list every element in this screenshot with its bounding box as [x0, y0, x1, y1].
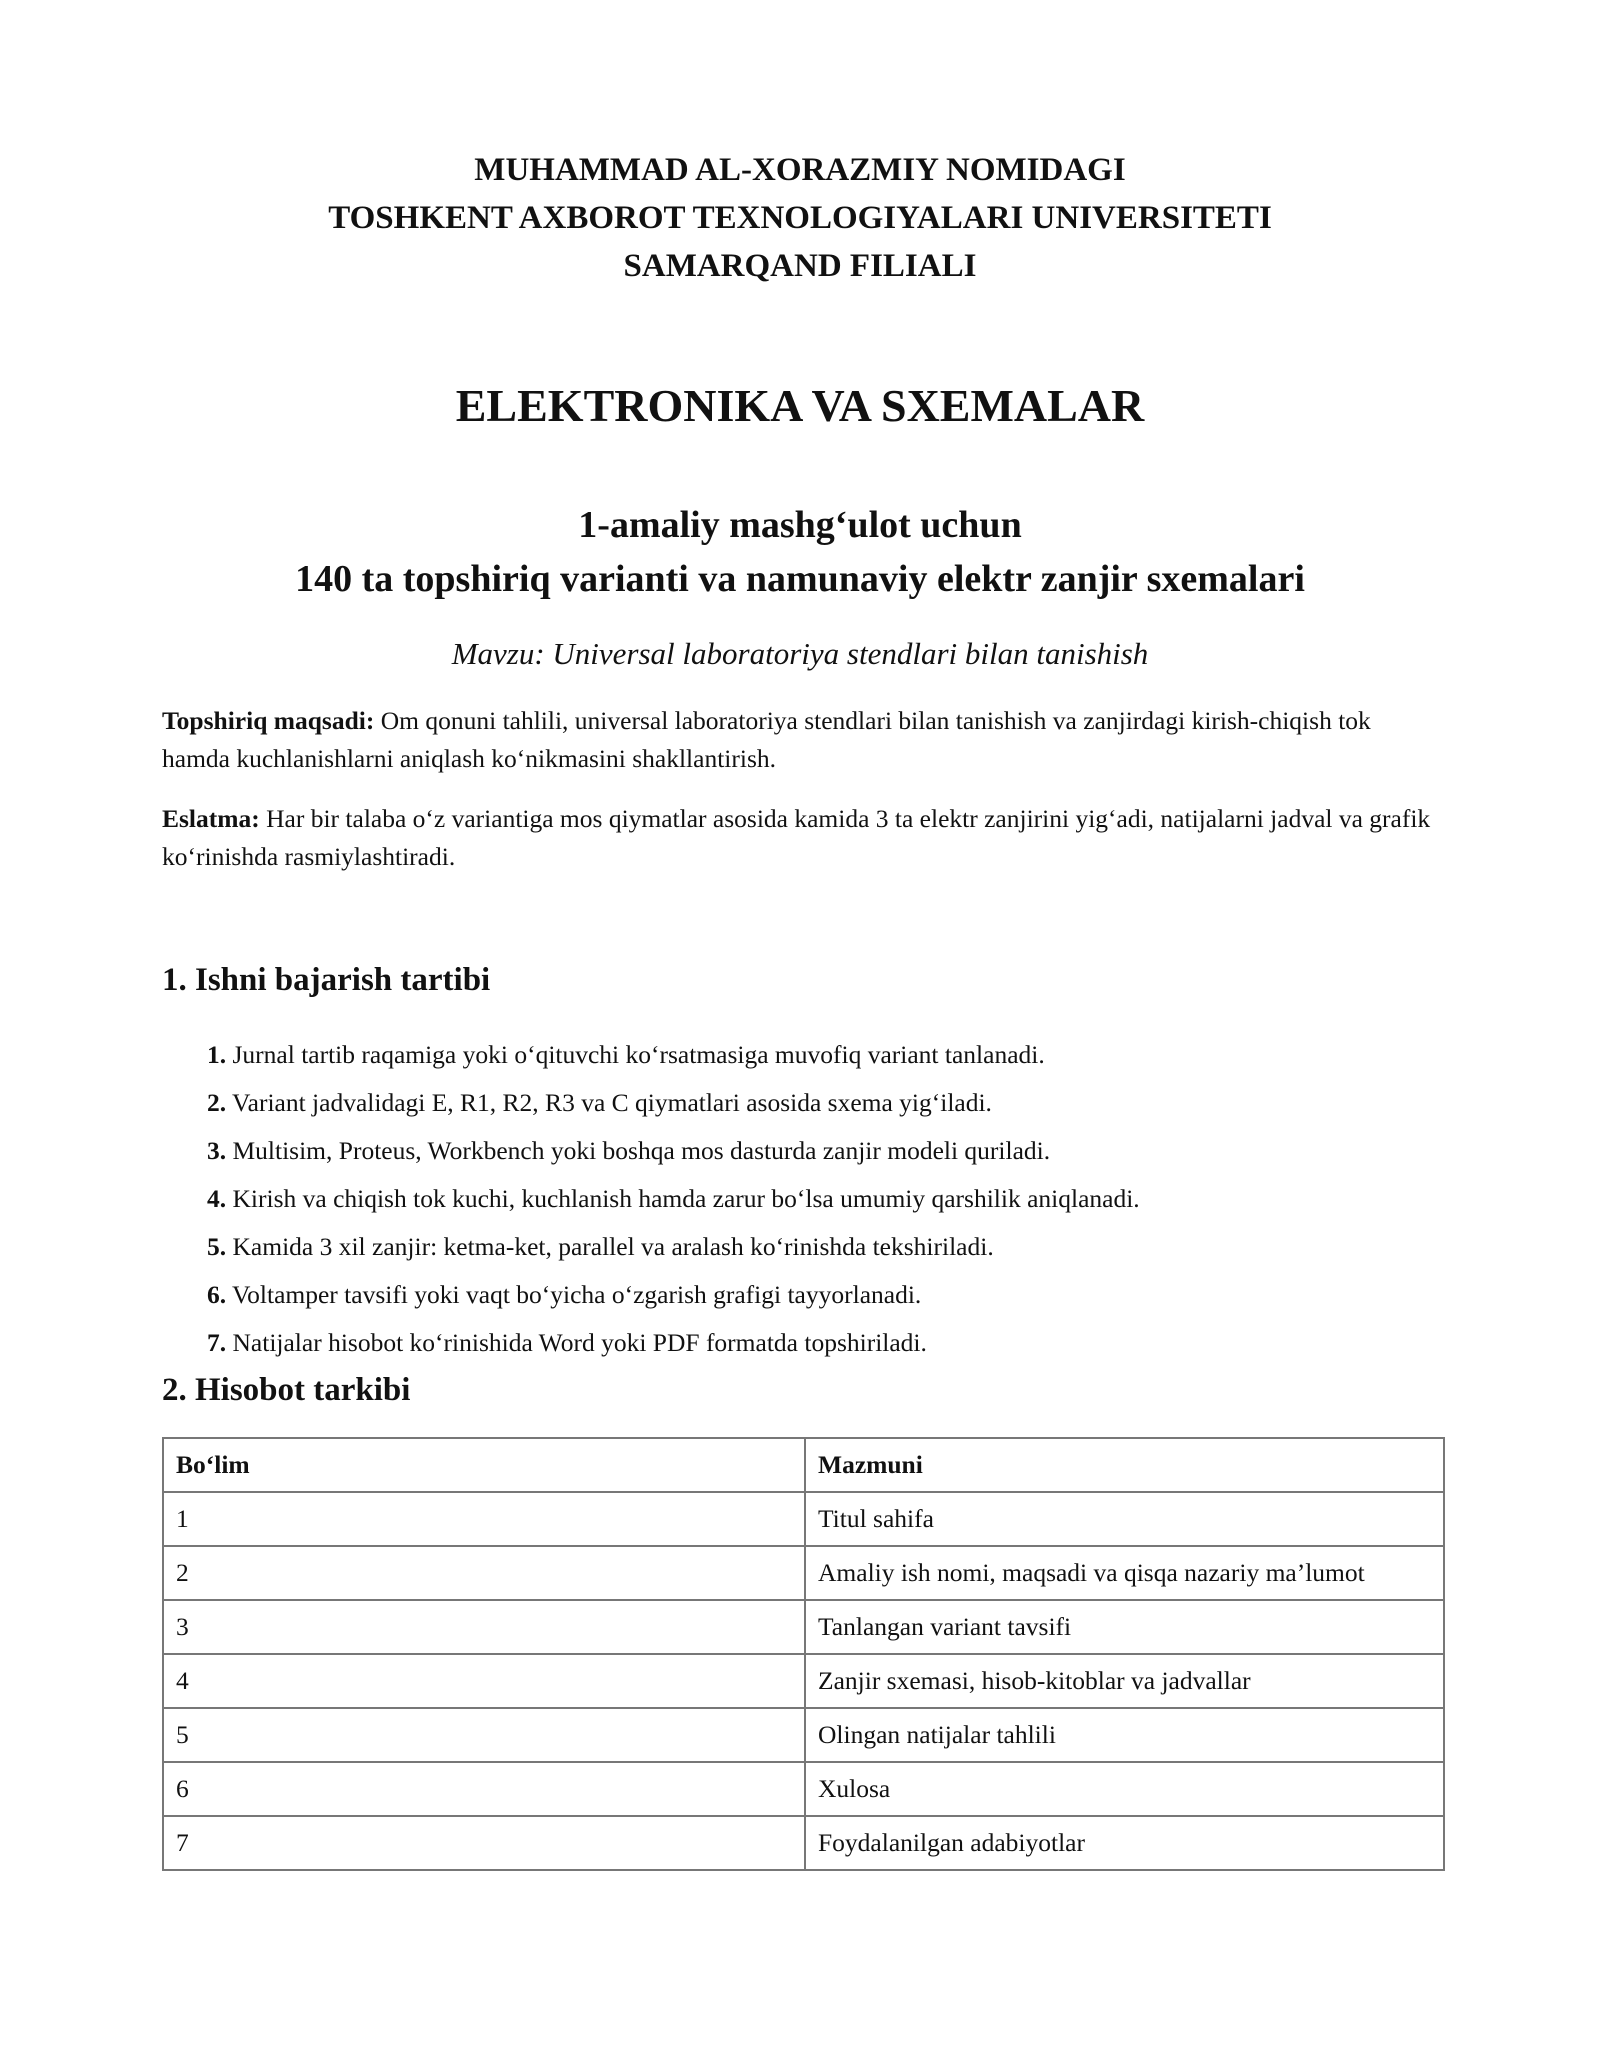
step-number: 6. [207, 1280, 227, 1309]
subtitle-line: 140 ta topshiriq varianti va namunaviy elektr zanjir sxemalari [295, 558, 1305, 600]
step-text: Jurnal tartib raqamiga yoki o‘qituvchi ko‘rsatmasiga muvofiq variant tanlanadi. [226, 1040, 1045, 1069]
table-cell-content: Tanlangan variant tavsifi [805, 1600, 1444, 1654]
table-cell-section: 7 [163, 1816, 805, 1870]
procedure-heading: 1. Ishni bajarish tartibi [162, 962, 491, 998]
table-cell-content: Xulosa [805, 1762, 1444, 1816]
list-item [207, 1175, 1437, 1223]
table-cell-content: Olingan natijalar tahlili [805, 1708, 1444, 1762]
table-row [163, 1600, 1444, 1654]
topic-line: Mavzu: Universal laboratoriya stendlari bilan tanishish [451, 636, 1149, 671]
document-subtitle [0, 498, 1600, 606]
table-row [163, 1762, 1444, 1816]
procedure-list [207, 1031, 1437, 1367]
institution-line: TOSHKENT AXBOROT TEXNOLOGIYALARI UNIVERSITETI [328, 200, 1272, 236]
table-row [163, 1654, 1444, 1708]
table-header-row [163, 1438, 1444, 1492]
step-number: 5. [207, 1232, 227, 1261]
table-cell-content: Amaliy ish nomi, maqsadi va qisqa nazariy ma’lumot [805, 1546, 1444, 1600]
table-cell-section: 1 [163, 1492, 805, 1546]
table-row [163, 1546, 1444, 1600]
step-text: Kamida 3 xil zanjir: ketma-ket, parallel va aralash ko‘rinishda tekshiriladi. [226, 1232, 994, 1261]
table-cell-content: Zanjir sxemasi, hisob-kitoblar va jadvallar [805, 1654, 1444, 1708]
step-number: 4. [207, 1184, 227, 1213]
step-number: 1. [207, 1040, 227, 1069]
step-text: Kirish va chiqish tok kuchi, kuchlanish hamda zarur bo‘lsa umumiy qarshilik aniqlanadi. [226, 1184, 1140, 1213]
subtitle-line: 1-amaliy mashg‘ulot uchun [578, 504, 1022, 546]
table-cell-section: 5 [163, 1708, 805, 1762]
table-row [163, 1816, 1444, 1870]
step-number: 2. [207, 1088, 227, 1117]
list-item [207, 1271, 1437, 1319]
note-text: Har bir talaba o‘z variantiga mos qiymatlar asosida kamida 3 ta elektr zanjirini yig‘adi, natijalarni jadval va grafik ko‘rinishda rasmiylashtiradi. [162, 804, 1431, 871]
institution-header [0, 146, 1600, 290]
table-cell-section: 3 [163, 1600, 805, 1654]
goal-label: Topshiriq maqsadi: [162, 706, 375, 735]
list-item [207, 1031, 1437, 1079]
list-item [207, 1127, 1437, 1175]
goal-paragraph [162, 702, 1442, 778]
table-row [163, 1492, 1444, 1546]
institution-line: SAMARQAND FILIALI [623, 248, 977, 284]
step-text: Multisim, Proteus, Workbench yoki boshqa mos dasturda zanjir modeli quriladi. [226, 1136, 1051, 1165]
table-cell-content: Titul sahifa [805, 1492, 1444, 1546]
step-number: 7. [207, 1328, 227, 1357]
table-cell-section: 2 [163, 1546, 805, 1600]
list-item [207, 1223, 1437, 1271]
table-cell-section: 4 [163, 1654, 805, 1708]
goal-text: Om qonuni tahlili, universal laboratoriya stendlari bilan tanishish va zanjirdagi kirish-chiqish tok hamda kuchlanishlarni aniqlash ko‘nikmasini shakllantirish. [162, 706, 1371, 773]
step-number: 3. [207, 1136, 227, 1165]
note-paragraph [162, 800, 1442, 876]
step-text: Natijalar hisobot ko‘rinishida Word yoki PDF formatda topshiriladi. [226, 1328, 927, 1357]
step-text: Voltamper tavsifi yoki vaqt bo‘yicha o‘zgarish grafigi tayyorlanadi. [226, 1280, 922, 1309]
course-title: ELEKTRONIKA VA SXEMALAR [455, 380, 1145, 431]
list-item [207, 1079, 1437, 1127]
column-header-section: Bo‘lim [163, 1438, 805, 1492]
table-row [163, 1708, 1444, 1762]
report-structure-table [162, 1437, 1445, 1871]
column-header-content: Mazmuni [805, 1438, 1444, 1492]
step-text: Variant jadvalidagi E, R1, R2, R3 va C qiymatlari asosida sxema yig‘iladi. [226, 1088, 992, 1117]
table-cell-content: Foydalanilgan adabiyotlar [805, 1816, 1444, 1870]
list-item [207, 1319, 1437, 1367]
report-heading: 2. Hisobot tarkibi [162, 1372, 411, 1408]
note-label: Eslatma: [162, 804, 260, 833]
institution-line: MUHAMMAD AL-XORAZMIY NOMIDAGI [474, 152, 1126, 188]
table-cell-section: 6 [163, 1762, 805, 1816]
